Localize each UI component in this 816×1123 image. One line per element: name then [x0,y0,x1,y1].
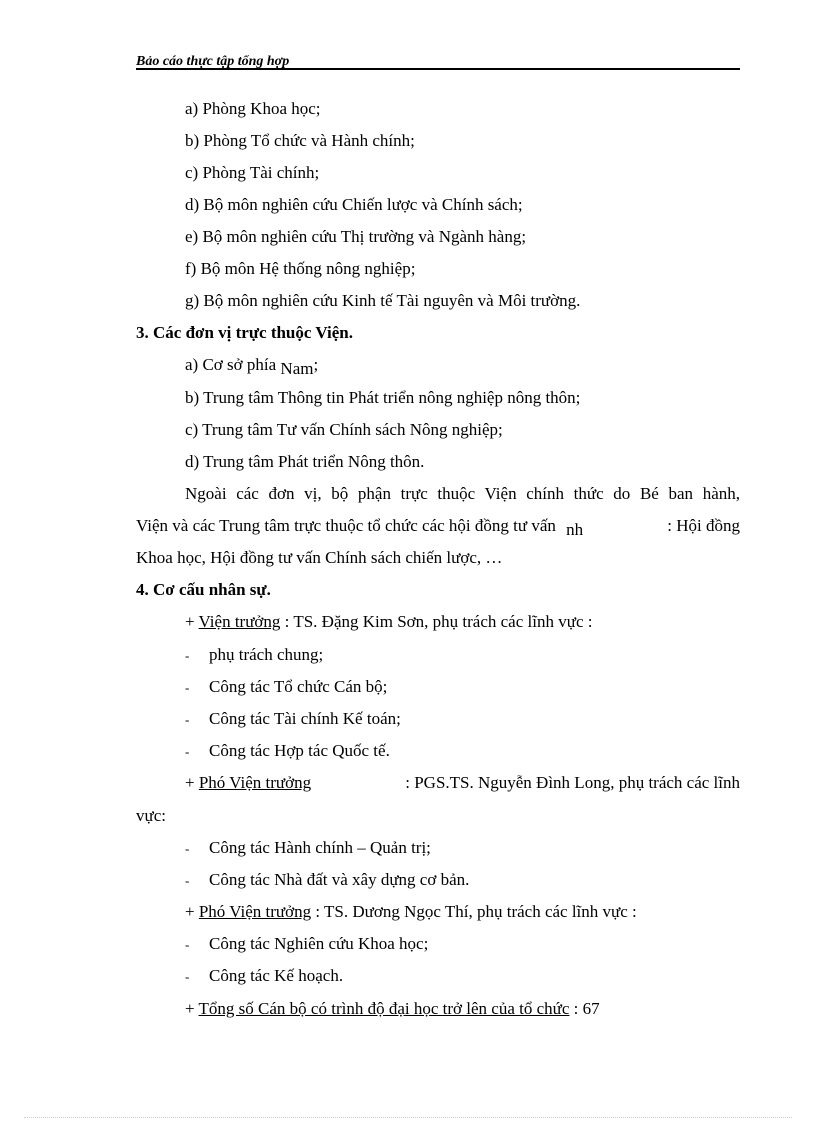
item-a-prefix: a) Cơ sở phía [185,355,277,374]
duty-item [185,741,390,762]
duty-text: Công tác Tổ chức Cán bộ; [209,677,388,696]
duty-item [185,838,431,859]
dash-bullet: - [185,744,190,759]
plus-bullet: + [185,773,195,792]
dash-bullet: - [185,841,190,856]
list-item: b) Phòng Tổ chức và Hành chính; [185,131,415,150]
role-text: : TS. Dương Ngọc Thí, phụ trách các lĩnh vực : [315,902,637,921]
duty-item [185,870,469,891]
plus-bullet: + [185,999,195,1018]
list-item: g) Bộ môn nghiên cứu Kinh tế Tài nguyên và Môi trường. [185,291,581,310]
duty-item [185,645,323,666]
list-item: d) Bộ môn nghiên cứu Chiến lược và Chính sách; [185,195,523,214]
page-header [136,50,740,70]
list-item: c) Phòng Tài chính; [185,163,320,182]
paragraph-text: Viện và các Trung tâm trực thuộc tổ chức các hội đồng tư vấn [136,516,556,535]
duty-text: Công tác Hành chính – Quản trị; [209,838,431,857]
role-title: Phó Viện trưởng [198,902,312,921]
duty-text: Công tác Kế hoạch. [209,966,344,985]
director-line [185,612,592,632]
duty-text: Công tác Nghiên cứu Khoa học; [209,934,429,953]
section-3-heading: 3. Các đơn vị trực thuộc Viện. [136,323,353,342]
duty-item [185,966,343,987]
list-item: e) Bộ môn nghiên cứu Thị trường và Ngành hàng; [185,227,527,246]
paragraph-text: : Hội đồng [667,516,740,535]
role-text: : PGS.TS. Nguyễn Đình Long, phụ trách các lĩnh [405,773,740,792]
staff-line [185,999,600,1019]
deputy-line-cont: vực: [136,806,166,825]
list-item: c) Trung tâm Tư vấn Chính sách Nông nghiệp; [185,420,503,439]
duty-text: Công tác Hợp tác Quốc tế. [209,741,390,760]
section-4-heading: 4. Cơ cấu nhân sự. [136,580,271,599]
dash-bullet: - [185,873,190,888]
list-item: b) Trung tâm Thông tin Phát triển nông nghiệp nông thôn; [185,388,581,407]
duty-text: phụ trách chung; [209,645,324,664]
role-title: Phó Viện trưởng [198,773,312,792]
dash-bullet: - [185,648,190,663]
list-item [185,355,319,378]
role-title: Viện trưởng [198,612,281,631]
dash-bullet: - [185,712,190,727]
duty-item [185,709,401,730]
plus-bullet: + [185,612,195,631]
staff-count: : 67 [573,999,600,1018]
plus-bullet: + [185,902,195,921]
deputy-line [185,902,637,922]
duty-text: Công tác Nhà đất và xây dựng cơ bản. [209,870,470,889]
paragraph-sub: nh [566,520,584,539]
role-text: : TS. Đặng Kim Sơn, phụ trách các lĩnh vực : [284,612,593,631]
dash-bullet: - [185,680,190,695]
duty-item [185,677,387,698]
item-a-suffix: ; [313,355,319,374]
paragraph-line: Khoa học, Hội đồng tư vấn Chính sách chiến lược, … [136,548,503,567]
staff-title: Tổng số Cán bộ có trình độ đại học trở lên của tổ chức [198,999,570,1018]
paragraph-line: Ngoài các đơn vị, bộ phận trực thuộc Viện chính thức do Bé ban hành, [185,484,740,503]
dash-bullet: - [185,969,190,984]
item-a-sub: Nam [280,359,314,378]
duty-item [185,934,428,955]
list-item: a) Phòng Khoa học; [185,99,321,118]
list-item: f) Bộ môn Hệ thống nông nghiệp; [185,259,416,278]
list-item: d) Trung tâm Phát triển Nông thôn. [185,452,425,471]
dash-bullet: - [185,937,190,952]
duty-text: Công tác Tài chính Kế toán; [209,709,401,728]
paragraph-line [136,516,740,539]
page-bottom-divider [24,1117,792,1118]
deputy-line [185,773,740,793]
header-title: Bảo cáo thực tập tổng hợp [136,54,290,69]
